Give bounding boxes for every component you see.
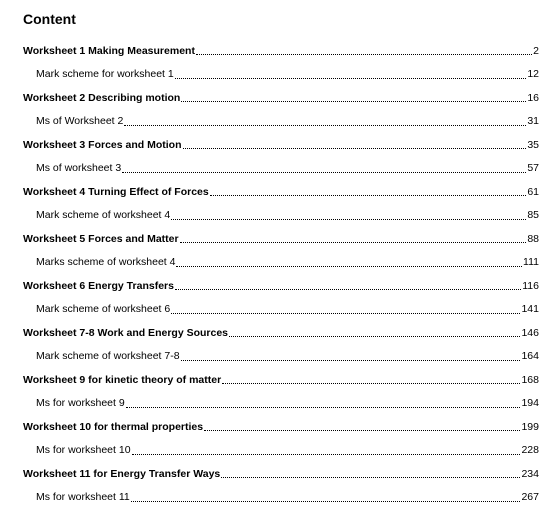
toc-dot-leader [180,232,527,243]
toc-entry-page-number: 141 [521,303,539,316]
toc-entry-page-number: 267 [521,491,539,504]
toc-dot-leader [229,326,520,337]
toc-entry-label: Mark scheme of worksheet 4 [36,209,171,222]
toc-entry-mark-scheme[interactable] [0,345,551,369]
toc-entry-label: Ms of Worksheet 2 [36,115,124,128]
toc-entry-page-number: 111 [523,256,539,269]
toc-dot-leader [131,491,521,502]
toc-dot-leader [196,44,532,55]
toc-entry-label: Worksheet 6 Energy Transfers [23,279,174,292]
toc-entry-label: Worksheet 3 Forces and Motion [23,138,182,151]
toc-dot-leader [124,115,526,126]
toc-dot-leader [181,350,521,361]
toc-entry-worksheet[interactable] [0,462,551,486]
toc-entry-page-number: 16 [527,91,539,104]
toc-entry-mark-scheme[interactable] [0,486,551,510]
toc-entry-worksheet[interactable] [0,274,551,298]
toc-dot-leader [221,467,520,478]
toc-entry-label: Worksheet 4 Turning Effect of Forces [23,185,209,198]
toc-entry-label: Worksheet 1 Making Measurement [23,44,195,57]
toc-entry-page-number: 61 [527,185,539,198]
toc-dot-leader [181,91,526,102]
toc-entry-mark-scheme[interactable] [0,392,551,416]
toc-entry-worksheet[interactable] [0,321,551,345]
toc-dot-leader [183,138,527,149]
toc-entry-page-number: 35 [527,138,539,151]
toc-entry-mark-scheme[interactable] [0,439,551,463]
toc-entry-page-number: 85 [527,209,539,222]
toc-entry-mark-scheme[interactable] [0,298,551,322]
toc-entry-label: Ms of worksheet 3 [36,162,122,175]
toc-dot-leader [210,185,527,196]
toc-entry-page-number: 199 [521,420,539,433]
toc-entry-page-number: 164 [521,350,539,363]
toc-dot-leader [171,209,526,220]
toc-dot-leader [175,279,521,290]
toc-dot-leader [204,420,520,431]
toc-dot-leader [126,397,521,408]
toc-entry-label: Worksheet 5 Forces and Matter [23,232,179,245]
toc-entry-label: Ms for worksheet 9 [36,397,125,410]
toc-entry-page-number: 31 [527,115,539,128]
toc-entry-page-number: 116 [522,279,539,292]
toc-dot-leader [175,68,527,79]
toc-entry-label: Mark scheme of worksheet 6 [36,303,171,316]
toc-entry-worksheet[interactable] [0,368,551,392]
toc-dot-leader [132,444,521,455]
toc-entry-page-number: 234 [521,467,539,480]
toc-entry-mark-scheme[interactable] [0,63,551,87]
toc-entry-page-number: 146 [521,326,539,339]
toc-entry-page-number: 57 [527,162,539,175]
toc-entry-mark-scheme[interactable] [0,110,551,134]
toc-entry-worksheet[interactable] [0,86,551,110]
toc-entry-worksheet[interactable] [0,39,551,63]
toc-entry-worksheet[interactable] [0,415,551,439]
toc-title: Content [23,11,76,27]
toc-entry-label: Ms for worksheet 11 [36,491,130,504]
toc-entry-page-number: 228 [521,444,539,457]
toc-entry-label: Marks scheme of worksheet 4 [36,256,176,269]
toc-entry-worksheet[interactable] [0,180,551,204]
toc-entry-mark-scheme[interactable] [0,251,551,275]
toc-dot-leader [222,373,520,384]
toc-dot-leader [176,256,522,267]
toc-entry-mark-scheme[interactable] [0,204,551,228]
toc-entry-label: Worksheet 9 for kinetic theory of matter [23,373,222,386]
toc-entry-label: Worksheet 11 for Energy Transfer Ways [23,467,221,480]
toc-entry-label: Mark scheme of worksheet 7-8 [36,350,180,363]
toc-entry-page-number: 168 [521,373,539,386]
toc-entry-label: Worksheet 2 Describing motion [23,91,181,104]
toc-entry-page-number: 12 [527,68,539,81]
toc-entry-label: Ms for worksheet 10 [36,444,131,457]
toc-entry-page-number: 194 [521,397,539,410]
toc-dot-leader [122,162,526,173]
toc-entry-worksheet[interactable] [0,133,551,157]
toc-list [0,39,551,509]
toc-entry-label: Worksheet 10 for thermal properties [23,420,204,433]
toc-entry-mark-scheme[interactable] [0,157,551,181]
toc-entry-page-number: 2 [533,44,539,57]
toc-entry-label: Mark scheme for worksheet 1 [36,68,174,81]
toc-entry-worksheet[interactable] [0,227,551,251]
toc-entry-page-number: 88 [527,232,539,245]
toc-dot-leader [171,303,520,314]
toc-entry-label: Worksheet 7-8 Work and Energy Sources [23,326,229,339]
